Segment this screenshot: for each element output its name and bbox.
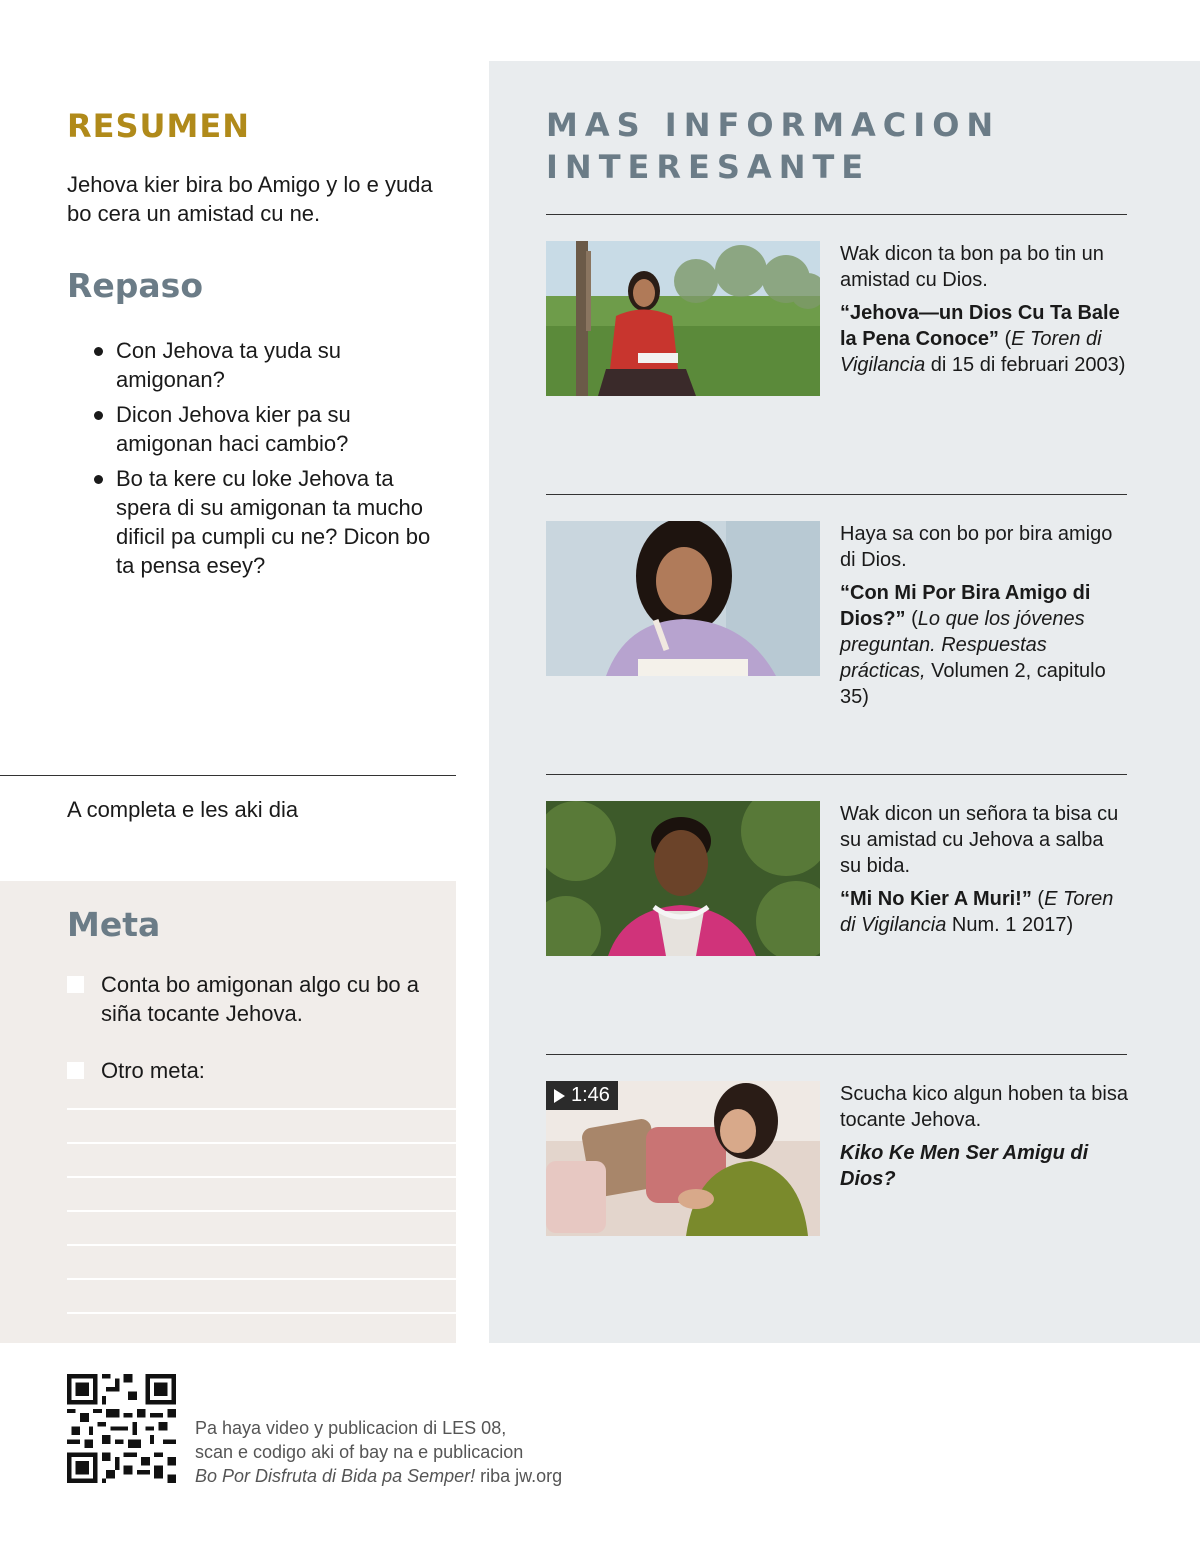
more-info-title: MAS INFORMACION INTERESANTE (546, 106, 1001, 186)
write-line[interactable] (67, 1108, 456, 1110)
divider (546, 494, 1127, 495)
repaso-question: Bo ta kere cu loke Jehova ta spera di su amigonan ta mucho dificil pa cumpli cu ne? Dicon bo ta pensa esey? (92, 464, 442, 580)
girl-reading-photo (546, 521, 820, 676)
publication-link[interactable]: “Mi No Kier A Muri!” (E Toren di Vigilancia Num. 1 2017) (840, 888, 1114, 936)
smiling-woman-photo (546, 801, 820, 956)
more-info-item-2[interactable] (546, 521, 1126, 708)
bullet-icon (94, 475, 103, 484)
footer-note: Pa haya video y publicacion di LES 08, scan e codigo aki of bay na e publicacion Bo Por Disfruta di Bida pa Semper! riba jw.org (195, 1418, 563, 1486)
divider (546, 214, 1127, 215)
woman-orchard-photo (546, 241, 820, 396)
video-link[interactable]: Kiko Ke Men Ser Amigu di Dios? (840, 1142, 1089, 1190)
meta-goal-1[interactable]: Conta bo amigonan algo cu bo a siña tocante Jehova. (67, 970, 437, 1028)
resumen-heading: RESUMEN (67, 107, 251, 145)
video-duration-badge[interactable]: 1:46 (546, 1081, 618, 1110)
write-line[interactable] (67, 1244, 456, 1246)
repaso-list (92, 336, 442, 586)
write-line[interactable] (67, 1142, 456, 1144)
qr-code-icon[interactable] (67, 1374, 176, 1483)
publication-link[interactable]: “Jehova—un Dios Cu Ta Bale la Pena Conoce” (E Toren di Vigilancia di 15 di februari 2003) (840, 302, 1126, 376)
repaso-question: Dicon Jehova kier pa su amigonan haci cambio? (92, 400, 442, 458)
publication-link[interactable]: “Con Mi Por Bira Amigo di Dios?” (Lo que los jóvenes preguntan. Respuestas prácticas, Volumen 2, capitulo 35) (840, 582, 1106, 708)
write-line[interactable] (67, 1176, 456, 1178)
divider (0, 775, 456, 776)
divider (546, 774, 1127, 775)
repaso-question: Con Jehova ta yuda su amigonan? (92, 336, 442, 394)
bullet-icon (94, 347, 103, 356)
video-thumbnail[interactable] (546, 1081, 820, 1236)
repaso-heading: Repaso (67, 266, 203, 305)
write-line[interactable] (67, 1278, 456, 1280)
resumen-text: Jehova kier bira bo Amigo y lo e yuda bo cera un amistad cu ne. (67, 172, 433, 226)
play-icon[interactable] (554, 1089, 565, 1103)
checkbox[interactable] (67, 1062, 84, 1079)
divider (546, 1054, 1127, 1055)
write-line[interactable] (67, 1312, 456, 1314)
item-description: Wak dicon un señora ta bisa cu su amistad cu Jehova a salba su bida. (840, 803, 1119, 877)
meta-section (0, 881, 456, 1343)
meta-goal-other[interactable]: Otro meta: (67, 1056, 437, 1085)
meta-heading: Meta (67, 905, 161, 944)
more-info-item-4[interactable] (546, 1081, 1126, 1237)
more-info-item-3[interactable] (546, 801, 1126, 957)
checkbox[interactable] (67, 976, 84, 993)
write-line[interactable] (67, 1210, 456, 1212)
bullet-icon (94, 411, 103, 420)
item-description: Scucha kico algun hoben ta bisa tocante Jehova. (840, 1083, 1128, 1131)
more-info-item-1[interactable] (546, 241, 1126, 397)
completion-date-label[interactable]: A completa e les aki dia (67, 797, 299, 822)
item-description: Wak dicon ta bon pa bo tin un amistad cu Dios. (840, 243, 1104, 291)
item-description: Haya sa con bo por bira amigo di Dios. (840, 523, 1113, 571)
